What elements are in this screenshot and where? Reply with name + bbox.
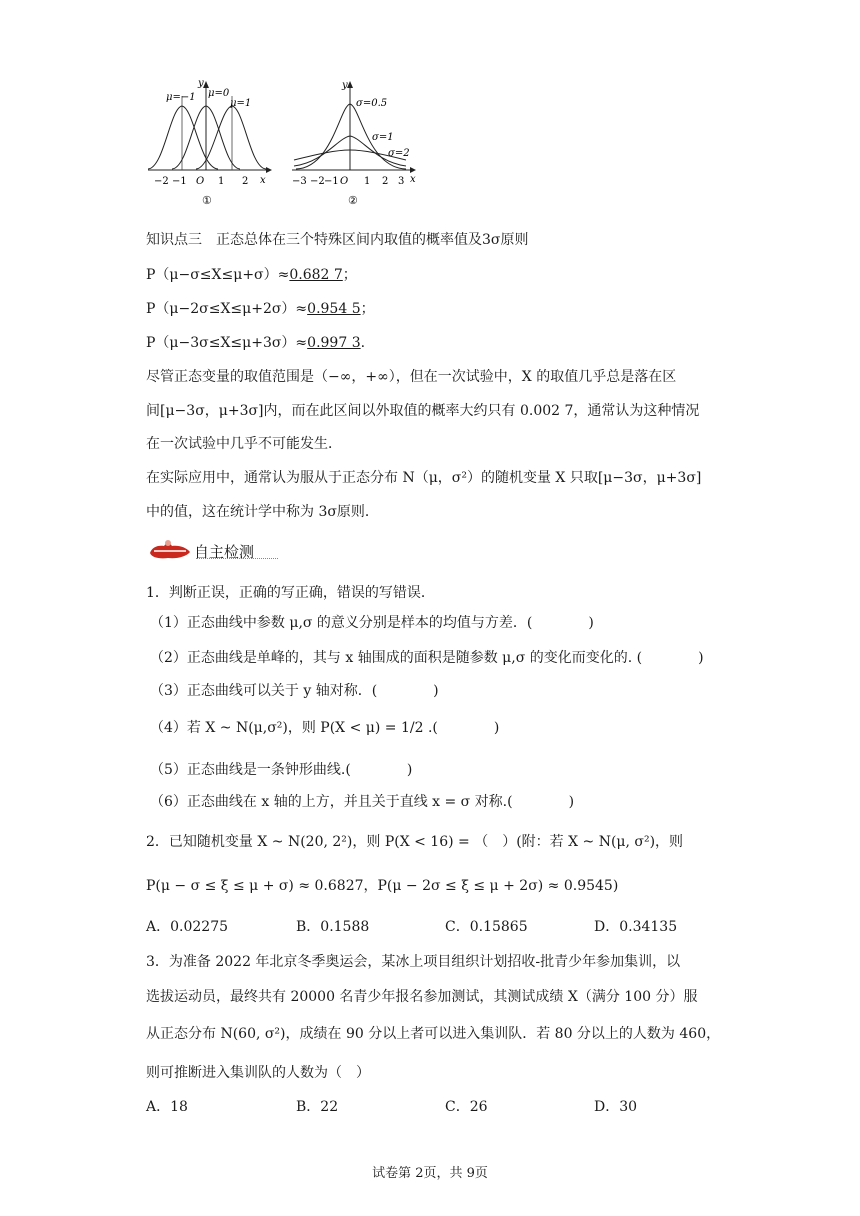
q2-option-c: C．0.15865 bbox=[445, 919, 528, 935]
paragraph-line: 中的值，这在统计学中称为 3σ原则． bbox=[146, 504, 379, 520]
tick-label: O bbox=[196, 176, 205, 187]
mu-label-1: μ=−1 bbox=[166, 92, 196, 103]
prob-expr: P（μ−3σ≤X≤μ+3σ）≈ bbox=[146, 335, 308, 351]
prob-expr: P（μ−2σ≤X≤μ+2σ）≈ bbox=[146, 301, 308, 317]
figure-caption: ② bbox=[348, 194, 358, 207]
knowledge-heading: 知识点三 正态总体在三个特殊区间内取值的概率值及3σ原则 bbox=[146, 232, 529, 248]
q1-item: （6）正态曲线在 x 轴的上方，并且关于直线 x = σ 对称.( ) bbox=[150, 794, 575, 810]
prob-line-3 bbox=[146, 333, 365, 353]
normal-curves-mu-figure bbox=[144, 78, 284, 208]
tick-label: 2 bbox=[242, 176, 249, 187]
x-axis-label: x bbox=[410, 174, 416, 185]
prob-value: 0.682 7 bbox=[289, 267, 343, 283]
y-axis-label: y bbox=[342, 80, 348, 91]
sigma-label-2: σ=1 bbox=[372, 132, 394, 143]
q2-option-a: A．0.02275 bbox=[146, 919, 229, 935]
x-axis-label: x bbox=[260, 175, 266, 186]
q3-option-a: A．18 bbox=[146, 1099, 188, 1115]
tick-label: 3 bbox=[398, 176, 405, 187]
q2-option-b: B．0.1588 bbox=[296, 919, 370, 935]
q3-option-c: C．26 bbox=[445, 1099, 488, 1115]
self-check-badge-icon bbox=[146, 537, 194, 563]
paragraph-line: 间[μ−3σ，μ+3σ]内，而在此区间以外取值的概率大约只有 0.002 7，通常认为这种情况 bbox=[146, 403, 700, 419]
paragraph-line: 在一次试验中几乎不可能发生． bbox=[146, 436, 342, 452]
paragraph-line: 尽管正态变量的取值范围是（−∞，+∞），但在一次试验中，X 的取值几乎总是落在区 bbox=[146, 369, 677, 385]
page-footer: 试卷第 2页，共 9页 bbox=[372, 1166, 488, 1181]
tick-label: 1 bbox=[364, 176, 371, 187]
prob-suffix: ； bbox=[360, 301, 375, 317]
q3-stem: 从正态分布 N(60, σ²)，成绩在 90 分以上者可以进入集训队．若 80 分以上的人数为 460， bbox=[146, 1026, 721, 1042]
mu-label-3: μ=1 bbox=[230, 98, 252, 109]
q2-stem: 2．已知随机变量 X ~ N(20, 2²)，则 P(X < 16) = （ ）(附：若 X ~ N(μ, σ²)，则 bbox=[146, 834, 684, 850]
tick-label: 1 bbox=[218, 176, 225, 187]
tick-label: O bbox=[340, 176, 349, 187]
sigma-label-3: σ=2 bbox=[388, 148, 410, 159]
prob-line-1 bbox=[146, 265, 357, 285]
prob-expr: P（μ−σ≤X≤μ+σ）≈ bbox=[146, 267, 290, 283]
prob-suffix: ； bbox=[342, 267, 357, 283]
tick-label: −3 bbox=[292, 176, 307, 187]
figure-caption: ① bbox=[202, 194, 212, 207]
tick-label: −1 bbox=[172, 176, 187, 187]
q1-stem: 1．判断正误，正确的写正确，错误的写错误． bbox=[146, 585, 435, 601]
q3-stem: 则可推断进入集训队的人数为（ ） bbox=[146, 1065, 370, 1081]
tick-label: −2 bbox=[310, 176, 325, 187]
section-title: 自主检测 bbox=[194, 543, 255, 561]
prob-value: 0.997 3 bbox=[307, 335, 361, 351]
q1-item: （1）正态曲线中参数 μ,σ 的意义分别是样本的均值与方差．( ) bbox=[150, 615, 594, 631]
q3-option-b: B．22 bbox=[296, 1099, 339, 1115]
q2-stem: P(μ − σ ≤ ξ ≤ μ + σ) ≈ 0.6827，P(μ − 2σ ≤ ξ ≤ μ + 2σ) ≈ 0.9545) bbox=[146, 878, 619, 894]
q1-item: （3）正态曲线可以关于 y 轴对称．( ) bbox=[150, 683, 439, 699]
sigma-label-1: σ=0.5 bbox=[356, 98, 388, 109]
section-underline bbox=[196, 558, 278, 559]
q3-option-d: D．30 bbox=[594, 1099, 638, 1115]
q1-item: （5）正态曲线是一条钟形曲线.( ) bbox=[150, 762, 413, 778]
prob-suffix: . bbox=[360, 335, 366, 351]
q1-item: （4）若 X ~ N(μ,σ²)，则 P(X < μ) = 1/2 .( ) bbox=[150, 720, 500, 736]
tick-label: −2 bbox=[154, 176, 169, 187]
q1-item: （2）正态曲线是单峰的，其与 x 轴围成的面积是随参数 μ,σ 的变化而变化的. ( ) bbox=[150, 650, 704, 666]
prob-value: 0.954 5 bbox=[307, 301, 361, 317]
q3-stem: 3．为准备 2022 年北京冬季奥运会，某冰上项目组织计划招收-批青少年参加集训，以 bbox=[146, 954, 681, 970]
tick-label: 2 bbox=[382, 176, 389, 187]
tick-label: −1 bbox=[324, 176, 339, 187]
section-header bbox=[146, 537, 286, 565]
paragraph-line: 在实际应用中，通常认为服从于正态分布 N（μ，σ²）的随机变量 X 只取[μ−3σ，μ+3σ] bbox=[146, 470, 702, 486]
q2-option-d: D．0.34135 bbox=[594, 919, 678, 935]
y-axis-label: y bbox=[198, 78, 204, 89]
q3-stem: 选拔运动员，最终共有 20000 名青少年报名参加测试，其测试成绩 X（满分 100 分）服 bbox=[146, 989, 698, 1005]
normal-curves-sigma-figure bbox=[288, 78, 428, 208]
mu-label-2: μ=0 bbox=[208, 88, 230, 99]
prob-line-2 bbox=[146, 299, 375, 319]
